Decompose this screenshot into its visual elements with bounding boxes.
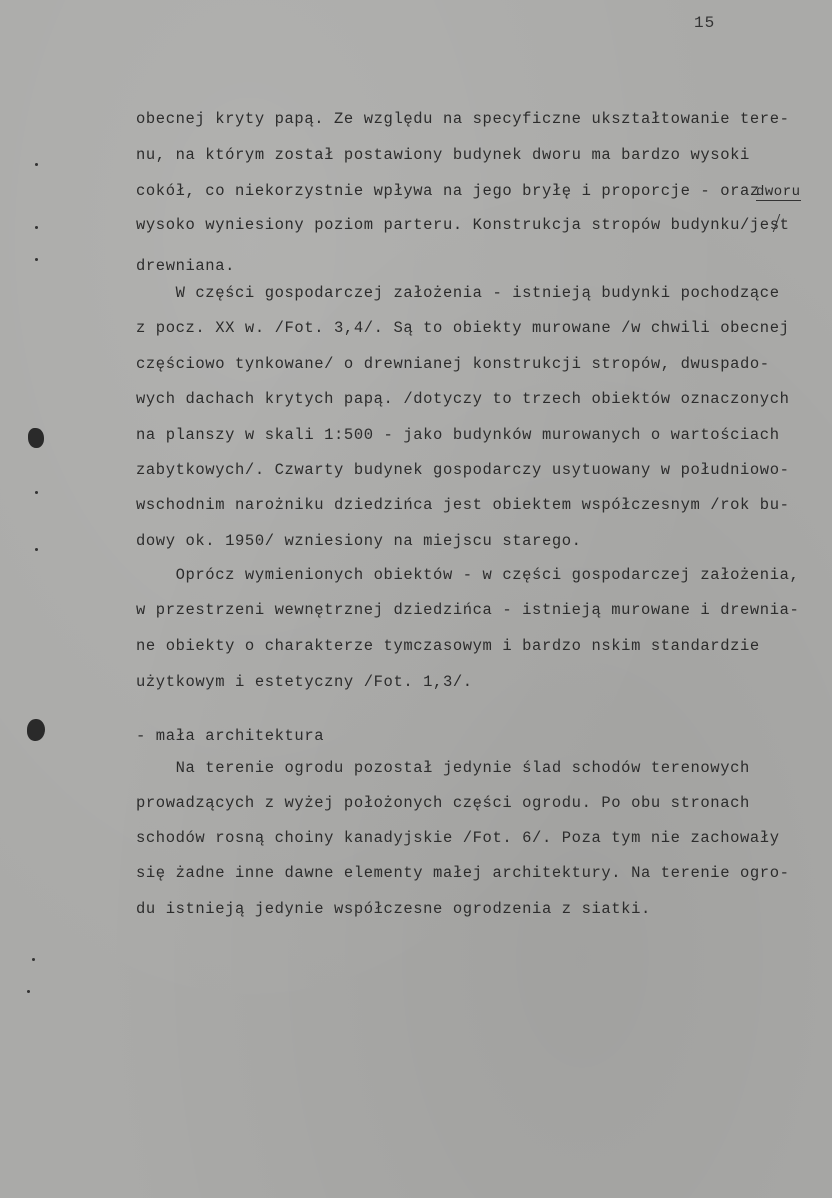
text-line: prowadzących z wyżej położonych części ogrodu. Po obu stronach bbox=[136, 794, 750, 812]
text-line: na planszy w skali 1:500 - jako budynków murowanych o wartościach bbox=[136, 426, 780, 444]
correction-insert: dworu bbox=[756, 184, 801, 200]
margin-dot bbox=[27, 990, 30, 993]
section-heading: - mała architektura bbox=[136, 727, 325, 745]
text-line: zabytkowych/. Czwarty budynek gospodarczy usytuowany w południowo- bbox=[136, 461, 790, 479]
margin-dot bbox=[35, 491, 38, 494]
punch-hole-mark bbox=[27, 719, 45, 741]
margin-dot bbox=[35, 226, 38, 229]
text-line: du istnieją jedynie współczesne ogrodzenia z siatki. bbox=[136, 900, 651, 918]
text-line: Na terenie ogrodu pozostał jedynie ślad schodów terenowych bbox=[136, 759, 750, 777]
text-line: wschodnim narożniku dziedzińca jest obiektem współczesnym /rok bu- bbox=[136, 496, 790, 514]
margin-dot bbox=[35, 548, 38, 551]
text-line: w przestrzeni wewnętrznej dziedzińca - istnieją murowane i drewnia- bbox=[136, 601, 800, 619]
text-line: dowy ok. 1950/ wzniesiony na miejscu starego. bbox=[136, 532, 582, 550]
margin-dot bbox=[35, 163, 38, 166]
text-line: schodów rosną choiny kanadyjskie /Fot. 6/. Poza tym nie zachowały bbox=[136, 829, 780, 847]
text-line: wysoko wyniesiony poziom parteru. Konstrukcja stropów budynku/jest bbox=[136, 216, 790, 234]
text-line: drewniana. bbox=[136, 257, 236, 275]
text-line: częściowo tynkowane/ o drewnianej konstrukcji stropów, dwuspado- bbox=[136, 355, 770, 373]
text-line: wych dachach krytych papą. /dotyczy to trzech obiektów oznaczonych bbox=[136, 390, 790, 408]
punch-hole-mark bbox=[28, 428, 44, 448]
margin-dot bbox=[35, 258, 38, 261]
text-line: W części gospodarczej założenia - istnieją budynki pochodzące bbox=[136, 284, 780, 302]
text-line: nu, na którym został postawiony budynek dworu ma bardzo wysoki bbox=[136, 146, 750, 164]
text-line: Oprócz wymienionych obiektów - w części gospodarczej założenia, bbox=[136, 566, 800, 584]
margin-dot bbox=[32, 958, 35, 961]
text-line: obecnej kryty papą. Ze względu na specyficzne ukształtowanie tere- bbox=[136, 110, 790, 128]
text-line: ne obiekty o charakterze tymczasowym i bardzo nskim standardzie bbox=[136, 637, 760, 655]
text-line: użytkowym i estetyczny /Fot. 1,3/. bbox=[136, 673, 473, 691]
page-number: 15 bbox=[694, 14, 716, 32]
text-line: cokół, co niekorzystnie wpływa na jego bryłę i proporcje - oraz bbox=[136, 182, 760, 200]
text-line: z pocz. XX w. /Fot. 3,4/. Są to obiekty murowane /w chwili obecnej bbox=[136, 319, 790, 337]
text-line: się żadne inne dawne elementy małej architektury. Na terenie ogro- bbox=[136, 864, 790, 882]
